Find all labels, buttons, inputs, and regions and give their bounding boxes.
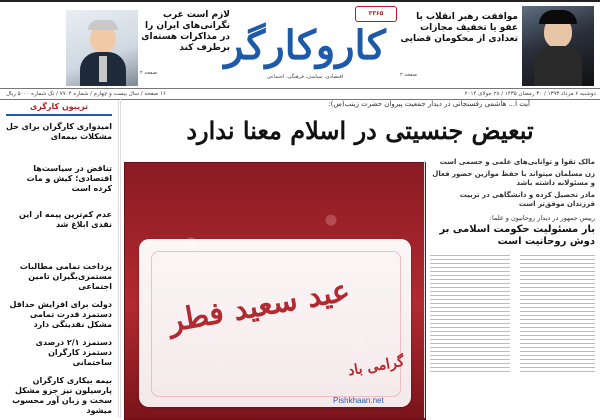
masthead	[210, 6, 400, 86]
sidebar-title: تریبون کارگری	[6, 100, 112, 116]
sidebar-item-1[interactable]: امیدواری کارگران برای حل مشکلات بیمه‌ای	[5, 122, 112, 141]
date-line: دوشنبه ۶ مرداد ۱۳۹۳ / ۳۰ رمضان ۱۴۳۵ / ۲۸ جولای ۲۰۱۴	[464, 91, 596, 97]
masthead-subtitle: اقتصادی، سیاسی، فرهنگی، اجتماعی	[266, 74, 344, 80]
main-bullet-1: مالک تقوا و توانایی‌های علمی و جسمی است	[439, 158, 595, 166]
second-headline[interactable]: بار مسئولیت حکومت اسلامی بر دوش روحانیت است	[439, 224, 595, 247]
masthead-logo-prefix: کارو	[315, 22, 386, 69]
top-right-headline[interactable]: موافقت رهبر انقلاب با عفو یا تخفیف مجازات تعدادی از محکومان قضایی	[400, 12, 518, 44]
main-bullet-3: مادر تحصیل کرده و دانشگاهی در تربیت فرزندان موفق‌تر است	[459, 191, 595, 208]
top-right-page-ref: صفحه ۲	[400, 72, 417, 78]
sidebar-item-7[interactable]: بیمه بیکاری کارگران پارسیلون نیز جزو مشکل سخت و زبان آور محسوب میشود	[12, 376, 112, 415]
masthead-logo	[210, 22, 400, 70]
top-left-page-ref: صفحه ۲	[140, 70, 157, 76]
feature-sub-text: گرامی باد	[346, 353, 406, 380]
watermark: Pishkhaan.net	[333, 396, 384, 405]
date-bar	[0, 88, 600, 100]
separator-1	[424, 160, 425, 418]
main-headline[interactable]: تبعیض جنسیتی در اسلام معنا ندارد	[186, 116, 534, 145]
body-column-1	[520, 252, 595, 418]
sidebar-item-2[interactable]: تناقض در سیاست‌ها اقتصادی؛ کیش و مات کرده است	[26, 164, 112, 193]
sidebar	[0, 100, 119, 418]
masthead-logo-main: کارگر	[224, 22, 316, 69]
main-bullets	[430, 158, 595, 209]
masthead-stamp: ۳۳۶۵	[355, 6, 397, 22]
sidebar-item-5[interactable]: دولت برای افزایش حداقل دستمزد قدرت تمامی مشکل نقدینگی دارد	[9, 300, 112, 329]
leader-photo	[522, 6, 594, 86]
sidebar-item-6[interactable]: دستمزد ۲/۱ درصدی دستمزد کارگران ساختمانی	[35, 338, 112, 367]
main-bullet-2: زن مسلمان میتواند با حفظ موازین حضور فعال و مسئولانه داشته باشد	[432, 170, 595, 187]
body-column-2	[430, 252, 510, 418]
top-border	[0, 0, 600, 2]
feature-image	[124, 162, 426, 420]
issue-line: ۱۶ صفحه / سال بیست و چهارم / شماره ۷۷۰۴ / تک شماره ۵۰۰۰ ریال	[6, 91, 166, 97]
top-left-headline[interactable]: لازم است غرب نگرانی‌های ایران را در مذاکرات هسته‌ای برطرف کند	[141, 10, 230, 53]
second-body	[430, 252, 595, 418]
feature-main-text: عید سعید فطر	[165, 273, 353, 340]
second-kicker: رییس جمهور در دیدار روحانیون و علما:	[489, 214, 595, 222]
politician-photo	[66, 10, 138, 86]
sidebar-item-4[interactable]: پرداخت تمامی مطالبات مستمری‌بگیران تامین اجتماعی	[19, 262, 112, 291]
sidebar-item-3[interactable]: عدم کم‌ترین پیمه از این نقدی ابلاغ شد	[19, 210, 112, 229]
separator-2	[120, 99, 121, 418]
main-kicker: آیت ا... هاشمی رفسنجانی در دیدار جمعیت پیروان حضرت زینب(س):	[328, 100, 530, 108]
